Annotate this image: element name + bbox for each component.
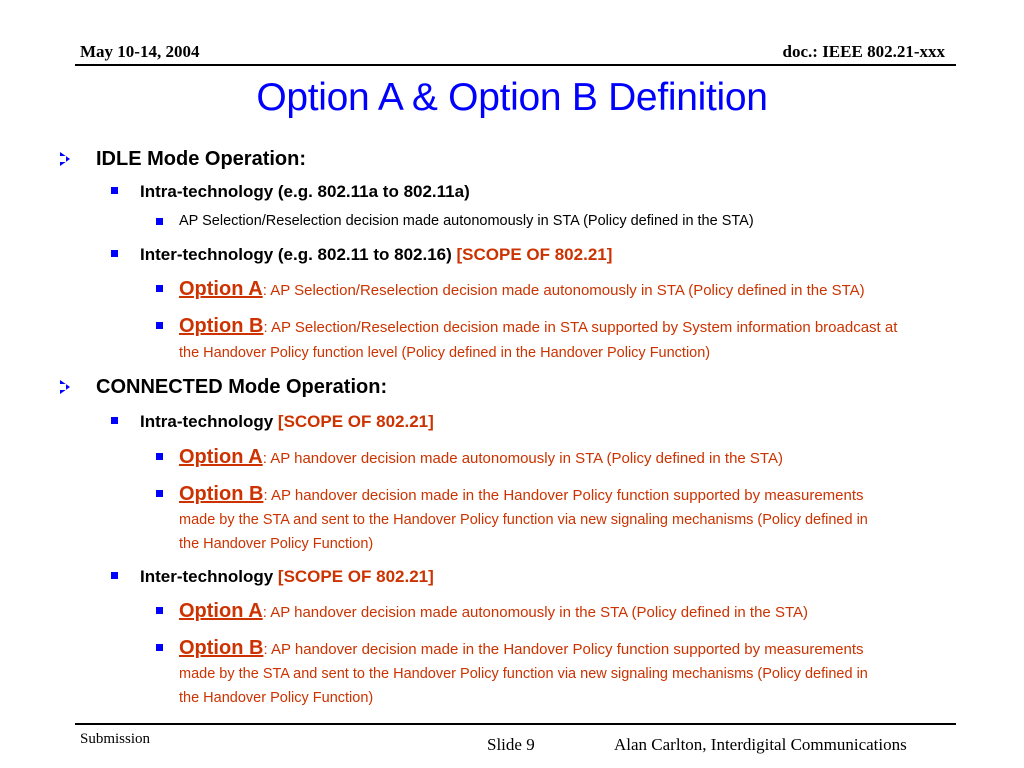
square-bullet-icon: [156, 453, 163, 460]
square-bullet-icon: [156, 322, 163, 329]
option-a-label: Option A: [179, 446, 263, 468]
slide-title: Option A & Option B Definition: [256, 76, 768, 119]
square-bullet-icon: [111, 572, 118, 579]
scope-tag: [SCOPE OF 802.21]: [277, 567, 434, 586]
footer-divider: [75, 723, 956, 725]
idle-heading: IDLE Mode Operation:: [96, 148, 306, 170]
square-bullet-icon: [156, 285, 163, 292]
connected-inter: Inter-technology [SCOPE OF 802.21]: [140, 567, 434, 586]
connected-inter-option-b: Option B: AP handover decision made in the Handover Policy function supported by measurements: [179, 637, 864, 659]
connected-intra-option-b-cont: the Handover Policy Function): [179, 536, 374, 552]
idle-option-a: Option A: AP Selection/Reselection decision made autonomously in STA (Policy defined in the STA): [179, 278, 865, 300]
square-bullet-icon: [111, 187, 118, 194]
connected-heading: CONNECTED Mode Operation:: [96, 376, 388, 398]
header-doc-id: doc.: IEEE 802.21-xxx: [782, 42, 945, 61]
square-bullet-icon: [156, 607, 163, 614]
connected-intra-option-b-cont: made by the STA and sent to the Handover Policy function via new signaling mechanisms (Policy defined in: [179, 512, 868, 528]
header-divider: [75, 64, 956, 66]
idle-intra: Intra-technology (e.g. 802.11a to 802.11a): [140, 182, 470, 201]
connected-intra-option-b: Option B: AP handover decision made in the Handover Policy function supported by measurements: [179, 483, 864, 505]
square-bullet-icon: [156, 644, 163, 651]
option-a-label: Option A: [179, 600, 263, 622]
connected-inter-option-b-cont: made by the STA and sent to the Handover Policy function via new signaling mechanisms (Policy defined in: [179, 666, 868, 682]
idle-inter: Inter-technology (e.g. 802.11 to 802.16) [SCOPE OF 802.21]: [140, 245, 613, 264]
scope-tag: [SCOPE OF 802.21]: [277, 412, 434, 431]
header-date: May 10-14, 2004: [80, 42, 200, 61]
connected-inter-option-b-cont: the Handover Policy Function): [179, 690, 374, 706]
footer-slide-number: Slide 9: [487, 735, 535, 754]
footer-author: Alan Carlton, Interdigital Communications: [614, 735, 907, 754]
idle-intra-detail: AP Selection/Reselection decision made autonomously in STA (Policy defined in the STA): [179, 213, 754, 229]
connected-intra-option-a: Option A: AP handover decision made autonomously in STA (Policy defined in the STA): [179, 446, 783, 468]
square-bullet-icon: [156, 218, 163, 225]
footer-submission: Submission: [80, 731, 151, 747]
option-b-label: Option B: [179, 637, 264, 659]
option-b-label: Option B: [179, 315, 264, 337]
scope-tag: [SCOPE OF 802.21]: [456, 245, 613, 264]
connected-inter-option-a: Option A: AP handover decision made autonomously in the STA (Policy defined in the STA): [179, 600, 808, 622]
square-bullet-icon: [111, 417, 118, 424]
square-bullet-icon: [111, 250, 118, 257]
idle-option-b-cont: the Handover Policy function level (Policy defined in the Handover Policy Function): [179, 345, 711, 361]
square-bullet-icon: [156, 490, 163, 497]
option-a-label: Option A: [179, 278, 263, 300]
connected-intra: Intra-technology [SCOPE OF 802.21]: [140, 412, 434, 431]
idle-option-b: Option B: AP Selection/Reselection decision made in STA supported by System information broadcast at: [179, 315, 898, 337]
arrow-bullet-icon: [60, 152, 70, 166]
arrow-bullet-icon: [60, 380, 70, 394]
option-b-label: Option B: [179, 483, 264, 505]
